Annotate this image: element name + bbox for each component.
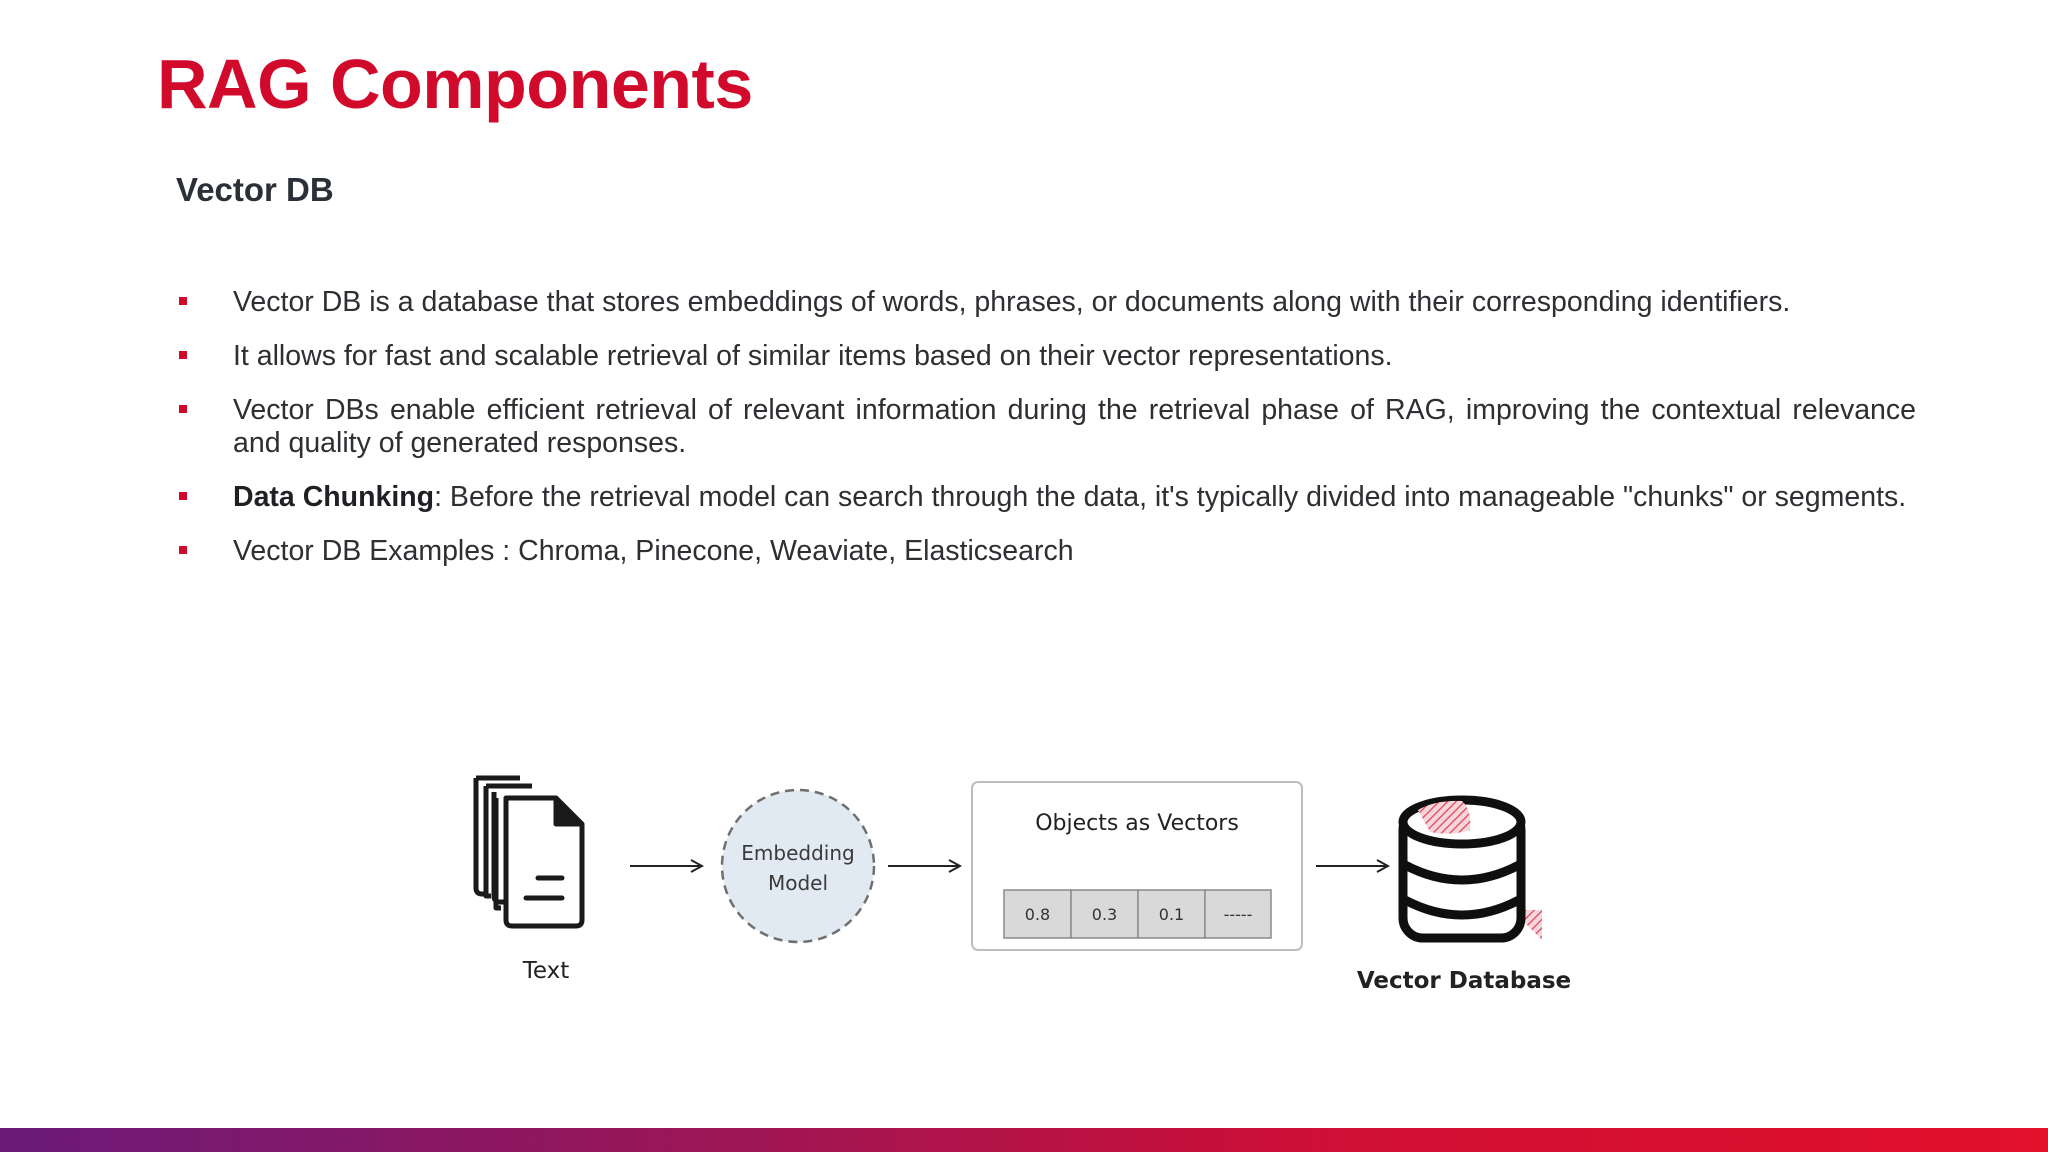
bullet-text: : Before the retrieval model can search through the data, it's typically divided into manageable "chunks" or segments.: [434, 481, 1907, 513]
document-stack-icon: [476, 778, 582, 926]
bullet-item: [176, 535, 1916, 568]
vectors-title: Objects as Vectors: [1035, 811, 1239, 836]
vector-cell: 0.8: [1024, 905, 1051, 924]
database-icon: [1403, 800, 1542, 940]
bullet-text: Vector DB is a database that stores embeddings of words, phrases, or documents along with their corresponding identifiers.: [233, 286, 1791, 318]
vector-database-label: Vector Database: [1356, 968, 1572, 994]
footer-gradient-bar: [0, 1128, 2048, 1152]
bullet-text: Vector DBs enable efficient retrieval of relevant information during the retrieval phase of RAG, improving the contextual relevance and quality of generated responses.: [233, 394, 1916, 459]
vector-cell: -----: [1223, 905, 1253, 924]
bullet-text: It allows for fast and scalable retrieval of similar items based on their vector representations.: [233, 340, 1393, 372]
vectors-box: [972, 782, 1302, 950]
vector-cells: [1004, 890, 1271, 938]
bullet-item: [176, 286, 1916, 319]
square-bullet-icon: [179, 351, 187, 359]
text-label: Text: [522, 958, 570, 984]
bullet-item: [176, 481, 1916, 514]
square-bullet-icon: [179, 492, 187, 500]
square-bullet-icon: [179, 546, 187, 554]
embedding-label-line1: Embedding: [741, 841, 855, 865]
square-bullet-icon: [179, 405, 187, 413]
bullet-bold-text: Data Chunking: [233, 481, 435, 513]
bullet-text: Vector DB Examples : Chroma, Pinecone, Weaviate, Elasticsearch: [233, 535, 1074, 567]
embedding-label-line2: Model: [767, 871, 829, 895]
embedding-model-node: [722, 790, 874, 942]
vector-db-diagram: [460, 770, 1590, 1010]
bullet-list: [176, 286, 1916, 589]
square-bullet-icon: [179, 297, 187, 305]
vector-cell: 0.3: [1091, 905, 1118, 924]
vector-cell: 0.1: [1158, 905, 1185, 924]
bullet-item: [176, 340, 1916, 373]
page-title: RAG Components: [157, 45, 753, 123]
section-subtitle: Vector DB: [176, 171, 334, 208]
bullet-item: [176, 394, 1916, 460]
